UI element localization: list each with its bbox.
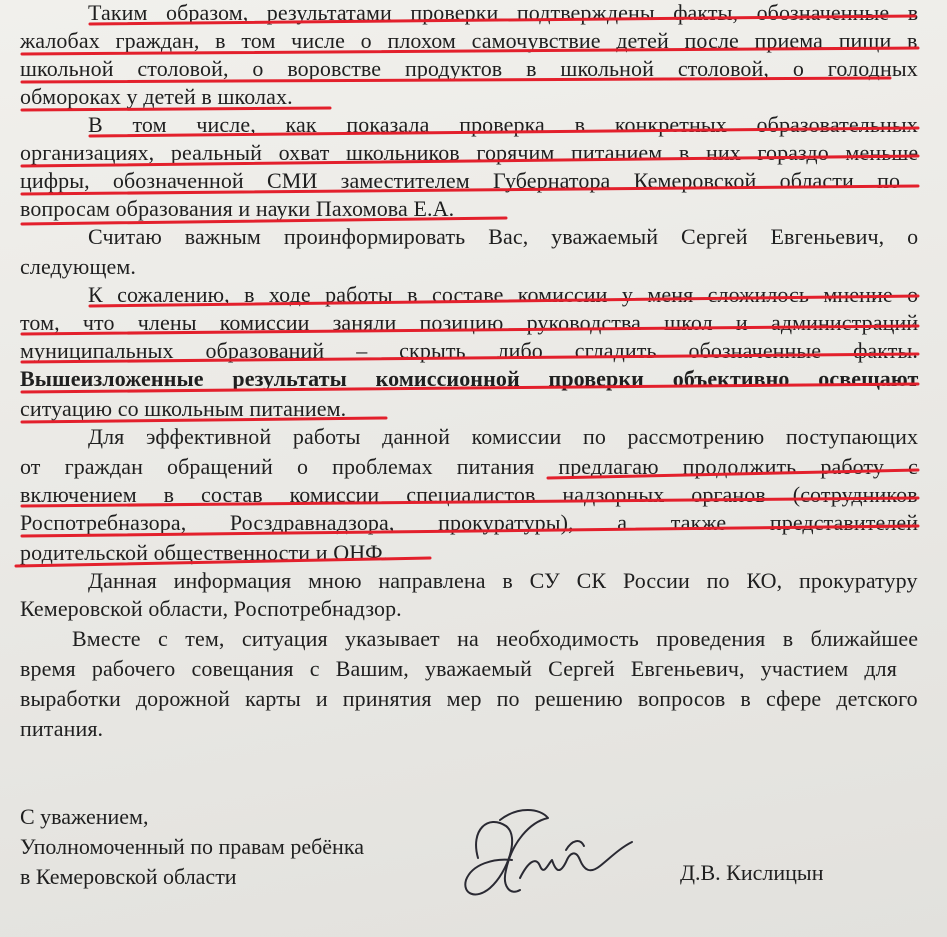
body-line: от граждан обращений о проблемах питания предлагаю продолжить работу с <box>20 454 918 479</box>
body-line: Таким образом, результатами проверки подтверждены факты, обозначенные в <box>88 0 919 25</box>
signer-region: в Кемеровской области <box>20 864 237 889</box>
body-line: организациях, реальный охват школьников горячим питанием в них гораздо меньше <box>20 140 919 165</box>
closing-phrase: С уважением, <box>20 804 149 829</box>
body-line: Считаю важным проинформировать Вас, уважаемый Сергей Евгеньевич, о <box>88 224 919 249</box>
body-line: вопросам образования и науки Пахомова Е.А. <box>20 196 455 221</box>
body-line: родительской общественности и ОНФ. <box>20 540 389 565</box>
body-line: Данная информация мною направлена в СУ СК России по КО, прокуратуру <box>88 568 918 593</box>
body-line: Кемеровской области, Роспотребнадзор. <box>20 596 402 621</box>
body-line: следующем. <box>20 254 136 279</box>
body-line: включением в состав комиссии специалистов надзорных органов (сотрудников <box>20 482 918 507</box>
body-line: школьной столовой, о воровстве продуктов в школьной столовой, о голодных <box>20 56 918 81</box>
body-line: Для эффективной работы данной комиссии по рассмотрению поступающих <box>88 424 919 449</box>
body-line: обмороках у детей в школах. <box>20 84 293 109</box>
body-line: том, что члены комиссии заняли позицию руководства школ и администраций <box>20 310 919 335</box>
body-line: Роспотребназора, Росздравнадзора, прокуратуры), а также представителей <box>20 510 919 535</box>
body-line: время рабочего совещания с Вашим, уважаемый Сергей Евгеньевич, участием для <box>20 656 897 681</box>
body-line: жалобах граждан, в том числе о плохом самочувствие детей после приема пищи в <box>20 28 918 53</box>
body-line: муниципальных образований – скрыть либо сгладить обозначенные факты. <box>20 338 918 363</box>
handwritten-signature <box>465 810 632 894</box>
body-line: В том числе, как показала проверка в конкретных образовательных <box>88 112 918 137</box>
body-line: цифры, обозначенной СМИ заместителем Губернатора Кемеровской области по <box>20 168 901 193</box>
signer-title: Уполномоченный по правам ребёнка <box>20 834 364 859</box>
body-line: ситуацию со школьным питанием. <box>20 396 347 421</box>
body-line: выработки дорожной карты и принятия мер по решению вопросов в сфере детского <box>20 686 918 711</box>
body-line: питания. <box>20 716 104 741</box>
body-line: Вместе с тем, ситуация указывает на необходимость проведения в ближайшее <box>72 626 919 651</box>
body-line: Вышеизложенные результаты комиссионной проверки объективно освещают <box>20 366 919 391</box>
signer-name: Д.В. Кислицын <box>680 860 824 885</box>
body-line: К сожалению, в ходе работы в составе комиссии у меня сложилось мнение о <box>88 282 919 307</box>
